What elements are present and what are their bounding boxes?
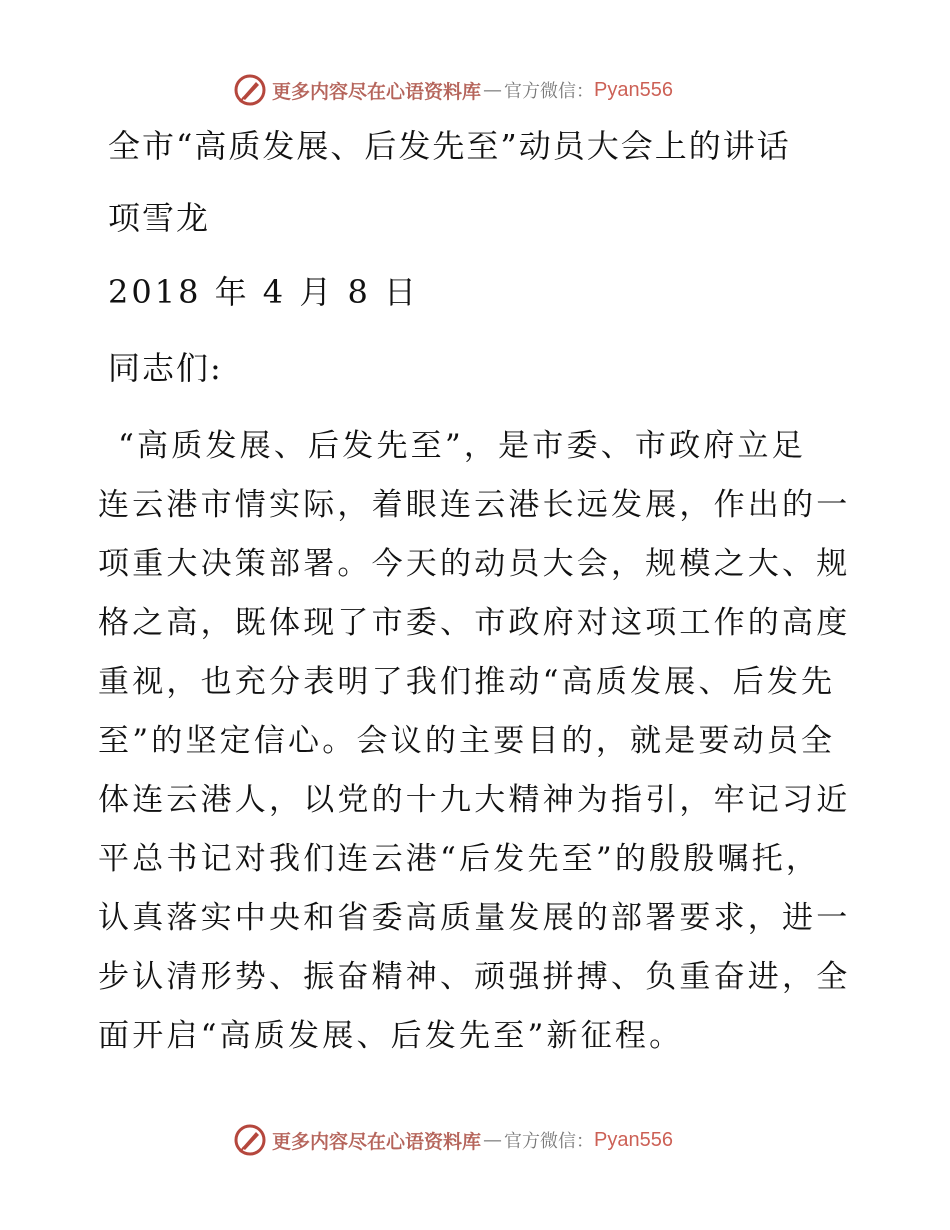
watermark-official-label: 官方微信： [504,81,595,102]
document-title: 全市“高质发展、后发先至”动员大会上的讲话 [108,127,791,165]
paragraph-line: 面开启“高质发展、后发先至”新征程。 [98,1018,684,1054]
watermark-wechat-id: Pyan556 [594,78,673,101]
paragraph-line: 重视，也充分表明了我们推动“高质发展、后发先 [98,664,836,700]
paragraph-line: 连云港市情实际，着眼连云港长远发展，作出的一 [98,487,851,523]
quill-logo-icon [232,1122,268,1158]
watermark-separator: — [483,1129,503,1151]
header-watermark [232,70,673,110]
watermark-text: 更多内容尽在心语资料库 [272,80,482,103]
paragraph-line: 格之高，既体现了市委、市政府对这项工作的高度 [98,605,851,641]
watermark-official-label: 官方微信： [504,1131,595,1152]
watermark-text: 更多内容尽在心语资料库 [272,1130,482,1153]
paragraph-line: “高质发展、后发先至”，是市委、市政府立足 [118,428,806,464]
paragraph-line: 认真落实中央和省委高质量发展的部署要求，进一 [98,900,851,936]
paragraph-line: 项重大决策部署。今天的动员大会，规模之大、规 [98,546,851,582]
document-date: 2018 年 4 月 8 日 [108,273,420,311]
footer-watermark [232,1120,673,1160]
paragraph-line: 平总书记对我们连云港“后发先至”的殷殷嘱托， [98,841,821,877]
watermark-wechat-id: Pyan556 [594,1128,673,1151]
watermark-separator: — [483,79,503,101]
document-paragraph [98,420,858,1069]
document-author: 项雪龙 [108,199,211,237]
document-salutation: 同志们: [108,349,223,387]
paragraph-line: 至”的坚定信心。会议的主要目的，就是要动员全 [98,723,836,759]
paragraph-line: 步认清形势、振奋精神、顽强拼搏、负重奋进，全 [98,959,851,995]
quill-logo-icon [232,72,268,108]
paragraph-line: 体连云港人，以党的十九大精神为指引，牢记习近 [98,782,851,818]
